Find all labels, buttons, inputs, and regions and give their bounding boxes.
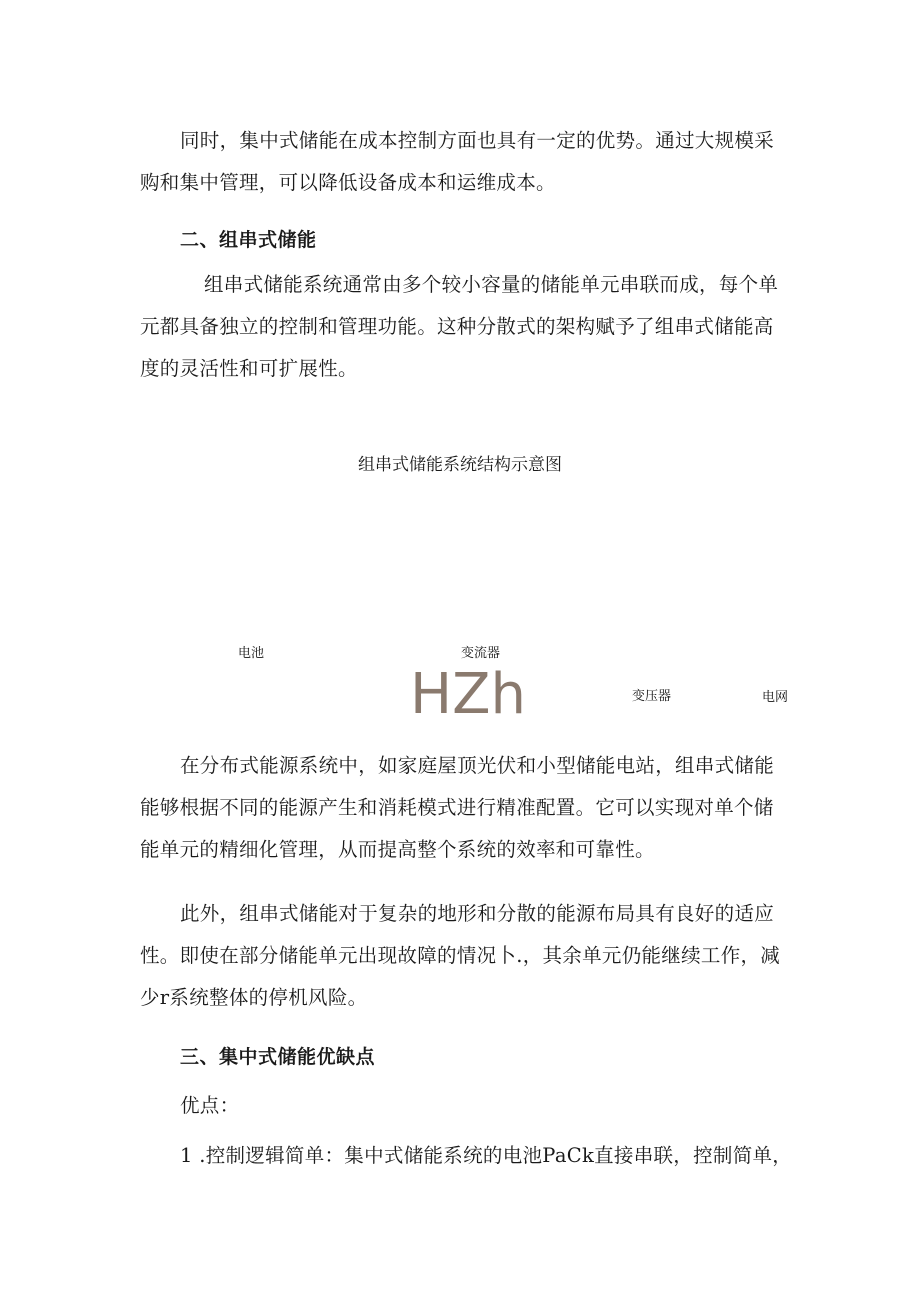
figure-caption: 组串式储能系统结构示意图 <box>358 455 562 475</box>
advantages-label: 优点： <box>180 1094 240 1117</box>
paragraph-cost-advantage: 同时，集中式储能在成本控制方面也具有一定的优势。通过大规模采购和集中管理，可以降低设备成本和运维成本。 <box>140 129 775 194</box>
diagram-placeholder-mark: HZh <box>410 662 526 727</box>
diagram-label-converter: 变流器 <box>461 646 501 661</box>
list-item-simple-control: 1 .控制逻辑简单：集中式储能系统的电池PaCk直接串联，控制简单， <box>180 1144 793 1167</box>
paragraph-string-storage-intro: 组串式储能系统通常由多个较小容量的储能单元串联而成，每个单元都具备独立的控制和管理功能。这种分散式的架构赋予了组串式储能高度的灵活性和可扩展性。 <box>140 273 779 380</box>
diagram-label-battery: 电池 <box>238 646 265 661</box>
diagram-label-transformer: 变压器 <box>632 689 672 704</box>
section-heading-string-storage: 二、组串式储能 <box>180 229 317 251</box>
section-heading-centralized-pros-cons: 三、集中式储能优缺点 <box>180 1046 376 1068</box>
paragraph-adaptability: 此外，组串式储能对于复杂的地形和分散的能源布局具有良好的适应性。即使在部分储能单元出现故障的情况卜.，其余单元仍能继续工作，减少r系统整体的停机风险。 <box>140 902 781 1009</box>
diagram-label-grid: 电网 <box>762 690 789 705</box>
paragraph-distributed-energy: 在分布式能源系统中，如家庭屋顶光伏和小型储能电站，组串式储能能够根据不同的能源产生和消耗模式进行精准配置。它可以实现对单个储能单元的精细化管理，从而提高整个系统的效率和可靠性。 <box>140 754 775 861</box>
